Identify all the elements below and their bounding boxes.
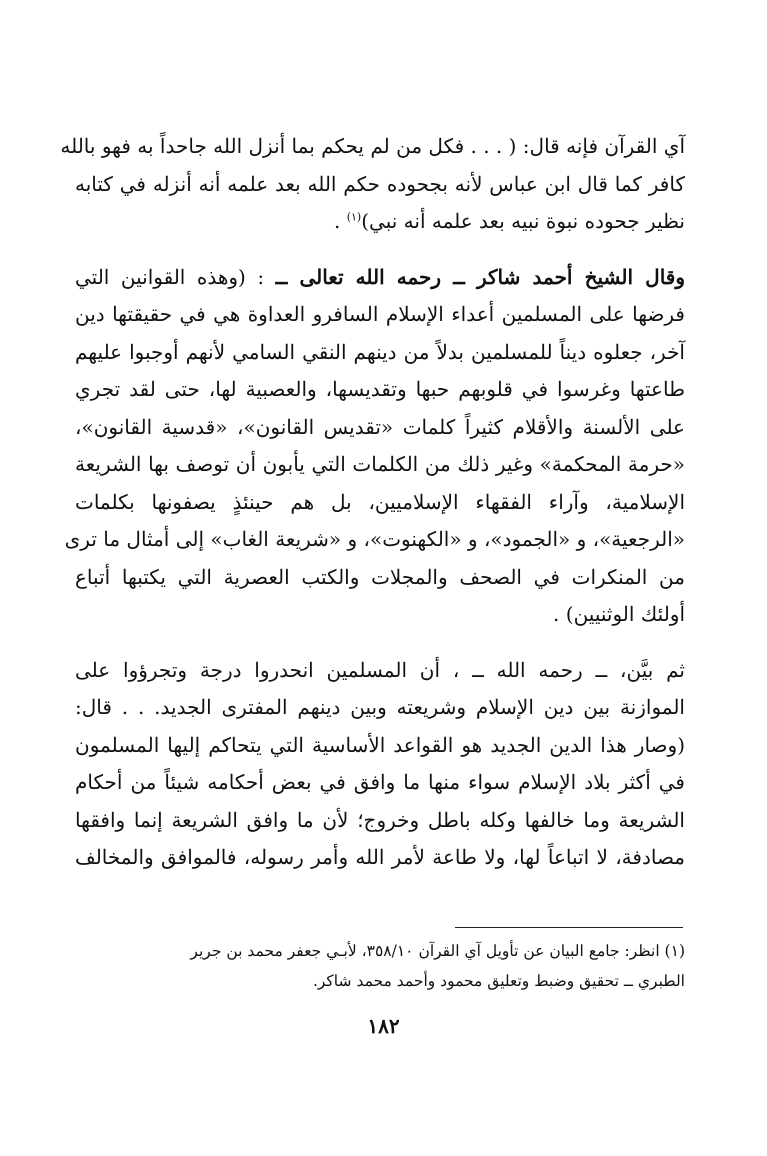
text-line: الإسلامية، وآراء الفقهاء الإسلاميين، بل هم حينئذٍ يصفونها بكلمات <box>75 489 685 514</box>
text-line: فرضها على المسلمين أعداء الإسلام السافرو العداوة هي في حقيقتها دين <box>75 302 685 326</box>
text-line-content: : (وهذه القوانين التي <box>75 264 276 289</box>
paragraph-3 <box>75 652 685 877</box>
text-line: مصادفة، لا اتباعاً لها، ولا طاعة لأمر الله وأمر رسوله، فالموافق والمخالف <box>75 845 685 869</box>
text-line: كافر كما قال ابن عباس لأنه بجحوده حكم الله بعد علمه أنه أنزله في كتابه <box>75 171 685 196</box>
text-line: أولئك الوثنيين) . <box>553 602 685 626</box>
paragraph-1 <box>60 128 685 241</box>
text-line: «الرجعية»، و «الجمود»، و «الكهنوت»، و «شريعة الغاب» إلى أمثال ما ترى <box>64 527 685 551</box>
footnote <box>80 936 685 996</box>
text-line-content: نظير جحوده نبوة نبيه بعد علمه أنه نبي) <box>361 209 685 233</box>
footnote-divider <box>455 927 683 928</box>
text-line: (وصار هذا الدين الجديد هو القواعد الأساسية التي يتحاكم إليها المسلمون <box>75 732 685 757</box>
text-line: ثم بيَّن، ــ رحمه الله ــ ، أن المسلمين انحدروا درجة وتجرؤوا على <box>75 657 685 682</box>
paragraph-2 <box>64 259 686 634</box>
quote-attribution: وقال الشيخ أحمد شاكر ــ رحمه الله تعالى ــ <box>275 264 686 289</box>
text-line: آخر، جعلوه ديناً للمسلمين بدلاً من دينهم النقي السامي لأنهم أوجبوا عليهم <box>75 339 685 364</box>
page-number: ١٨٢ <box>367 1014 400 1038</box>
text-line: في أكثر بلاد الإسلام سواء منها ما وافق في بعض أحكامه شيئاً من أحكام <box>75 770 685 794</box>
text-line: على الألسنة والأقلام كثيراً كلمات «تقديس القانون»، «قدسية القانون»، <box>75 414 685 439</box>
text-line: الشريعة وما خالفها وكله باطل وخروج؛ لأن ما وافق الشريعة إنما وافقها <box>75 807 685 832</box>
footnote-line: (١) انظر: جامع البيان عن تأويل آي القرآن ٣٥٨/١٠، لأبـي جعفر محمد بن جرير <box>190 942 685 960</box>
text-line <box>75 203 685 241</box>
footnote-reference[interactable]: (١) <box>346 210 362 224</box>
text-line-ending: . <box>333 209 347 233</box>
text-line: آي القرآن فإنه قال: ( . . . فكل من لم يحكم بما أنزل الله جاحداً به فهو بالله <box>60 134 685 158</box>
text-line <box>75 259 685 297</box>
text-line: من المنكرات في الصحف والمجلات والكتب العصرية التي يكتبها أتباع <box>75 564 685 589</box>
footnote-line: الطبري ــ تحقيق وضبط وتعليق محمود وأحمد محمد شاكر. <box>312 972 685 990</box>
text-line: الموازنة بين دين الإسلام وشريعته وبين دينهم المفترى الجديد. . . قال: <box>75 695 685 719</box>
text-line: طاعتها وغرسوا في قلوبهم حبها وتقديسها، والعصبية لها، حتى لقد تجري <box>75 377 685 401</box>
text-line: «حرمة المحكمة» وغير ذلك من الكلمات التي يأبون أن توصف بها الشريعة <box>75 452 685 476</box>
page-body <box>60 128 686 877</box>
